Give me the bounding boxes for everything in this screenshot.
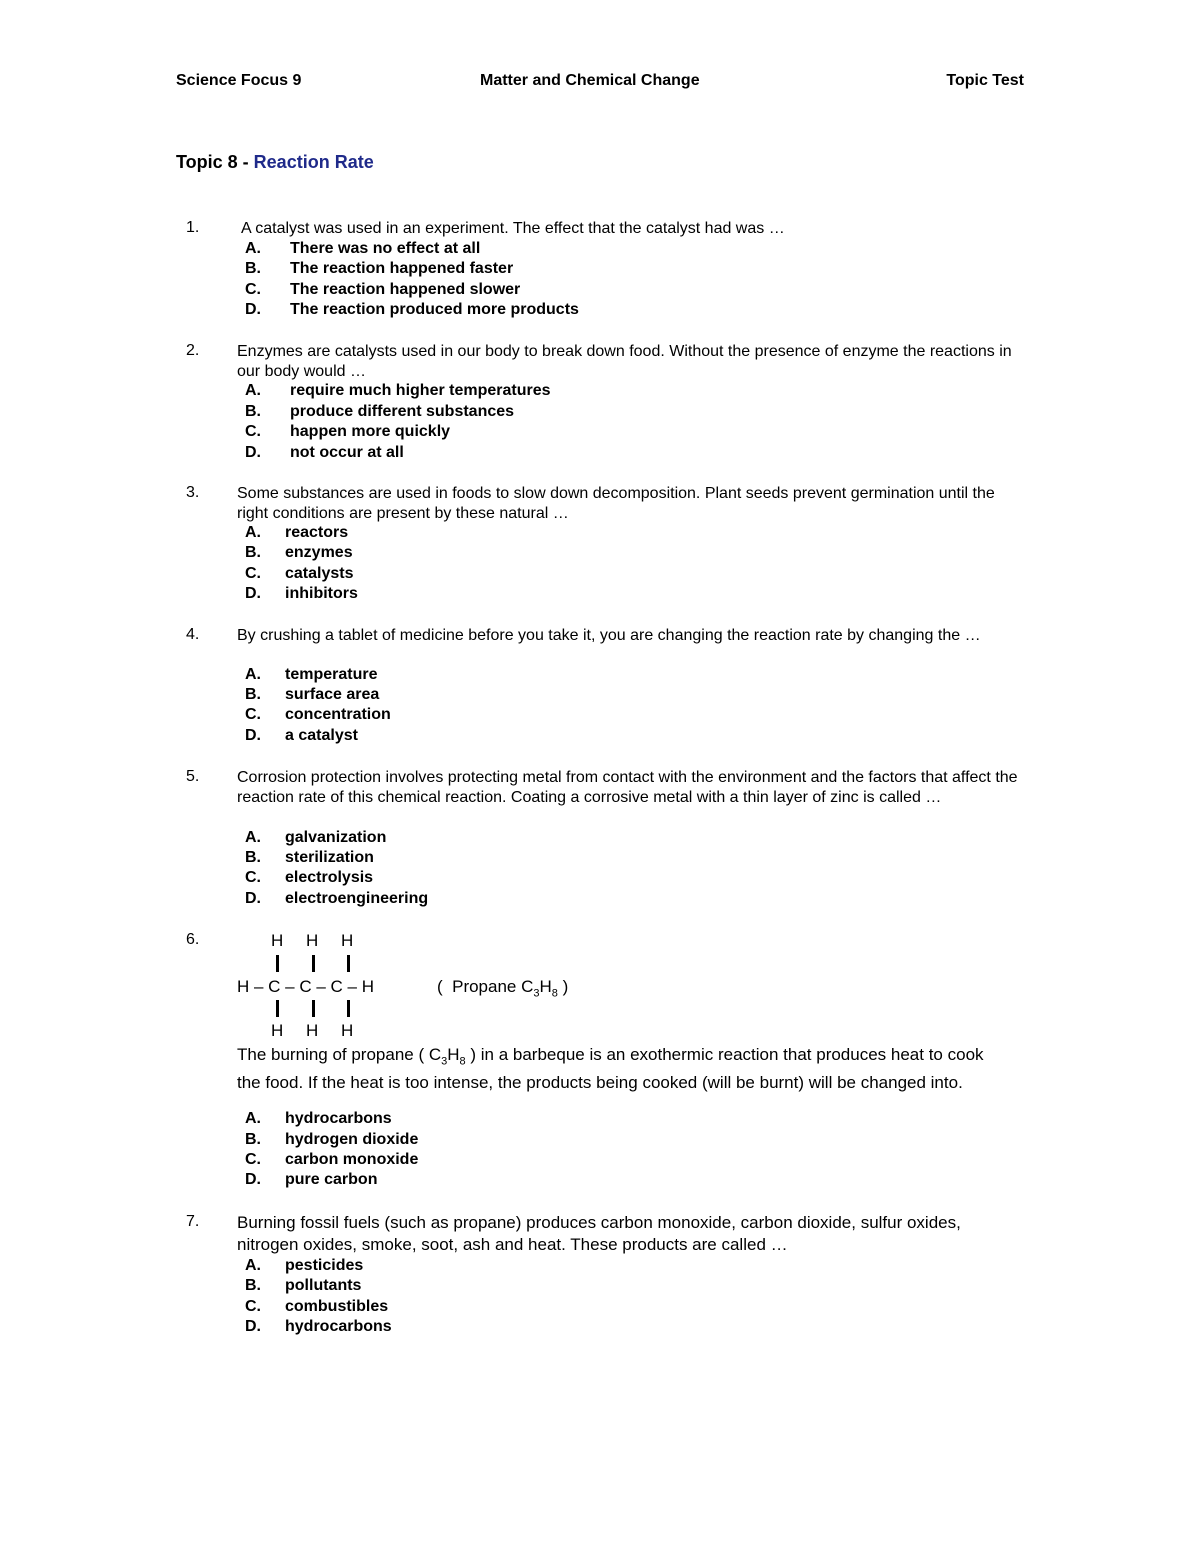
question-number: 1.: [186, 219, 200, 236]
bond-line: [276, 955, 279, 972]
option-letter: C.: [245, 1298, 261, 1315]
option-text: pollutants: [285, 1277, 362, 1294]
atom-label: H: [306, 1021, 319, 1040]
question-text: Enzymes are catalysts used in our body to break down food. Without the presence of enzyme the reactions in our body would …: [237, 343, 1012, 380]
option-text: carbon monoxide: [285, 1151, 419, 1168]
option-text: surface area: [285, 686, 380, 703]
question-number: 5.: [186, 768, 200, 785]
question-text: Burning fossil fuels (such as propane) produces carbon monoxide, carbon dioxide, sulfur oxides, nitrogen oxides, smoke, soot, ash and heat. These products are called …: [237, 1213, 961, 1254]
atom-label: H: [271, 1021, 284, 1040]
option-letter: D.: [245, 585, 261, 602]
atom-label: H: [271, 931, 284, 950]
propane-label: ( Propane $C_3H_8$ ): [437, 977, 569, 1000]
header-course: Science Focus 9: [176, 72, 302, 89]
option-text: The reaction produced more products: [290, 301, 579, 318]
option-text: produce different substances: [290, 403, 515, 420]
option-letter: A.: [245, 666, 261, 683]
question-text: Corrosion protection involves protecting metal from contact with the environment and the factors that affect the reaction rate of this chemical reaction. Coating a corrosive metal with a thin layer of zinc is called …: [237, 769, 1018, 806]
atom-label: H: [341, 1021, 354, 1040]
question-number: 3.: [186, 484, 200, 501]
topic-heading: [176, 152, 374, 173]
option-text: temperature: [285, 666, 378, 683]
option-text: electrolysis: [285, 869, 374, 886]
option-letter: D.: [245, 301, 261, 318]
option-letter: D.: [245, 444, 261, 461]
question-number: 7.: [186, 1213, 200, 1230]
option-text: The reaction happened faster: [290, 260, 514, 277]
option-letter: D.: [245, 1318, 261, 1335]
option-text: reactors: [285, 524, 349, 541]
bond-line: [276, 1000, 279, 1017]
option-letter: C.: [245, 869, 261, 886]
option-letter: B.: [245, 403, 261, 420]
carbon-chain: H – C – C – C – H: [237, 977, 374, 996]
atom-label: H: [341, 931, 354, 950]
question-number: 6.: [186, 931, 200, 948]
option-letter: B.: [245, 1131, 261, 1148]
option-text: not occur at all: [290, 444, 404, 461]
option-text: There was no effect at all: [290, 240, 481, 257]
question-text: Some substances are used in foods to slow down decomposition. Plant seeds prevent germination until the right conditions are present by these natural …: [237, 485, 995, 522]
option-letter: D.: [245, 890, 261, 907]
option-text: galvanization: [285, 829, 387, 846]
option-text: catalysts: [285, 565, 354, 582]
option-letter: B.: [245, 1277, 261, 1294]
option-letter: B.: [245, 544, 261, 561]
option-letter: C.: [245, 565, 261, 582]
option-text: pure carbon: [285, 1171, 378, 1188]
option-text: pesticides: [285, 1257, 364, 1274]
question-number: 2.: [186, 342, 200, 359]
option-text: require much higher temperatures: [290, 382, 551, 399]
option-text: enzymes: [285, 544, 353, 561]
header-test-type: Topic Test: [946, 72, 1024, 89]
option-text: a catalyst: [285, 727, 358, 744]
option-letter: D.: [245, 1171, 261, 1188]
option-letter: A.: [245, 524, 261, 541]
header-unit: Matter and Chemical Change: [480, 72, 700, 89]
option-letter: A.: [245, 829, 261, 846]
option-text: The reaction happened slower: [290, 281, 521, 298]
option-letter: D.: [245, 727, 261, 744]
question-text: A catalyst was used in an experiment. The effect that the catalyst had was …: [241, 220, 785, 237]
option-letter: A.: [245, 240, 261, 257]
option-text: combustibles: [285, 1298, 389, 1315]
topic-name: Reaction Rate: [253, 152, 374, 172]
option-letter: C.: [245, 423, 261, 440]
option-letter: C.: [245, 706, 261, 723]
option-text: sterilization: [285, 849, 374, 866]
bond-line: [312, 955, 315, 972]
bond-line: [347, 1000, 350, 1017]
option-text: hydrocarbons: [285, 1318, 392, 1335]
option-text: electroengineering: [285, 890, 429, 907]
option-letter: B.: [245, 849, 261, 866]
topic-prefix: Topic 8 -: [176, 152, 254, 172]
question-text: By crushing a tablet of medicine before you take it, you are changing the reaction rate by changing the …: [237, 627, 981, 644]
question-text: The burning of propane ( $C_3H_8$ ) in a barbeque is an exothermic reaction that produces heat to cook the food. If the heat is too intense, the products being cooked (will be burnt) will be changed into.: [237, 1045, 984, 1093]
bond-line: [312, 1000, 315, 1017]
option-text: concentration: [285, 706, 391, 723]
question-number: 4.: [186, 626, 200, 643]
option-letter: A.: [245, 1110, 261, 1127]
page-header: [176, 72, 1024, 94]
option-text: happen more quickly: [290, 423, 451, 440]
option-letter: A.: [245, 1257, 261, 1274]
option-text: hydrocarbons: [285, 1110, 392, 1127]
option-letter: B.: [245, 260, 261, 277]
atom-label: H: [306, 931, 319, 950]
option-letter: A.: [245, 382, 261, 399]
option-letter: B.: [245, 686, 261, 703]
bond-line: [347, 955, 350, 972]
option-text: hydrogen dioxide: [285, 1131, 419, 1148]
option-text: inhibitors: [285, 585, 358, 602]
option-letter: C.: [245, 1151, 261, 1168]
option-letter: C.: [245, 281, 261, 298]
